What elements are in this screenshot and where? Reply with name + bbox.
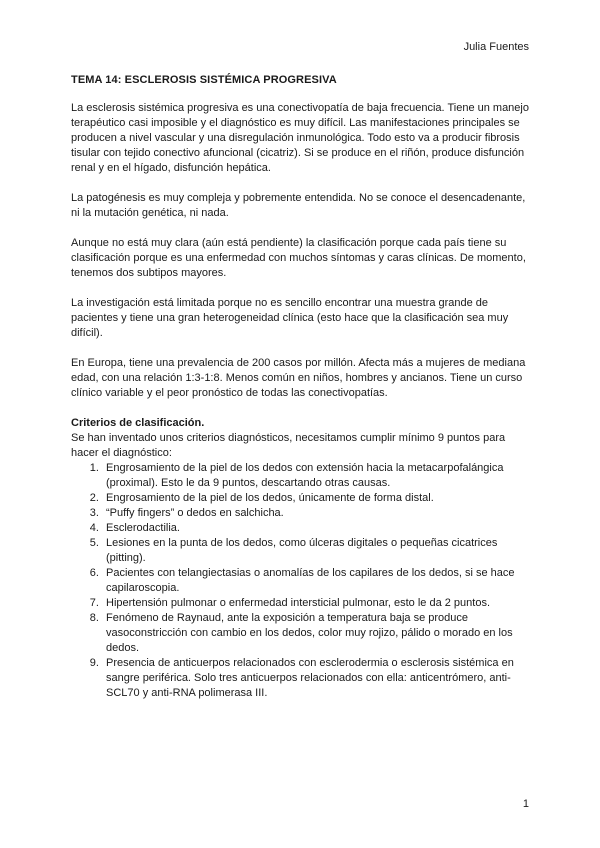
criteria-item: 9. Presencia de anticuerpos relacionados con esclerodermia o esclerosis sistémica en sangre periférica. Solo tres anticuerpos relacionados con ella: anticentrómero, anti-SCL70 y anti-RNA polimerasa III. (102, 656, 529, 701)
criteria-item: 8. Fenómeno de Raynaud, ante la exposición a temperatura baja se produce vasoconstricción con cambio en los dedos, color muy rojizo, pálido o morado en los dedos. (102, 611, 529, 656)
criteria-item: 6. Pacientes con telangiectasias o anomalías de los capilares de los dedos, si se hace capilaroscopia. (102, 566, 529, 596)
criteria-item: 5. Lesiones en la punta de los dedos, como úlceras digitales o pequeñas cicatrices (pitting). (102, 536, 529, 566)
document-title: TEMA 14: ESCLEROSIS SISTÉMICA PROGRESIVA (71, 74, 337, 86)
criteria-item: 7. Hipertensión pulmonar o enfermedad intersticial pulmonar, esto le da 2 puntos. (102, 596, 529, 611)
paragraph-intro: La esclerosis sistémica progresiva es una conectivopatía de baja frecuencia. Tiene un manejo terapéutico casi imposible y el diagnóstico es muy difícil. Las manifestaciones principales se producen a nivel vascular y una disregulación inmunológica. Todo esto va a producir fibrosis tisular con tejido conectivo afuncional (cicatriz). Si se produce en el riñón, produce disfunción renal y en el hígado, disfunción hepática. (71, 102, 529, 174)
paragraph-pathogenesis: La patogénesis es muy compleja y pobremente entendida. No se conoce el desencadenante, ni la mutación genética, ni nada. (71, 192, 526, 219)
page-number: 1 (522, 798, 529, 810)
criteria-section-title: Criterios de clasificación. (71, 417, 205, 429)
criteria-item: 3. “Puffy fingers” o dedos en salchicha. (102, 506, 529, 521)
paragraph-research: La investigación está limitada porque no es sencillo encontrar una muestra grande de pacientes y tiene una gran heterogeneidad clínica (esto hace que la clasificación sea muy difícil). (71, 297, 509, 339)
paragraph-classification: Aunque no está muy clara (aún está pendiente) la clasificación porque cada país tiene su clasificación porque es una enfermedad con muchos síntomas y caras clínicas. De momento, tenemos dos subtipos mayores. (71, 237, 526, 279)
criteria-item: 1. Engrosamiento de la piel de los dedos con extensión hacia la metacarpofalángica (proximal). Esto le da 9 puntos, descartando otras causas. (102, 461, 529, 491)
document-body (71, 73, 529, 701)
criteria-item: 4. Esclerodactilia. (102, 521, 529, 536)
criteria-list (71, 461, 529, 701)
criteria-intro: Se han inventado unos criterios diagnósticos, necesitamos cumplir mínimo 9 puntos para hacer el diagnóstico: (71, 432, 506, 459)
paragraph-epidemiology: En Europa, tiene una prevalencia de 200 casos por millón. Afecta más a mujeres de mediana edad, con una relación 1:3-1:8. Menos común en niños, hombres y ancianos. Tiene un curso clínico variable y el peor pronóstico de todas las conectivopatías. (71, 357, 526, 399)
author-name: Julia Fuentes (463, 41, 529, 53)
criteria-item: 2. Engrosamiento de la piel de los dedos, únicamente de forma distal. (102, 491, 529, 506)
